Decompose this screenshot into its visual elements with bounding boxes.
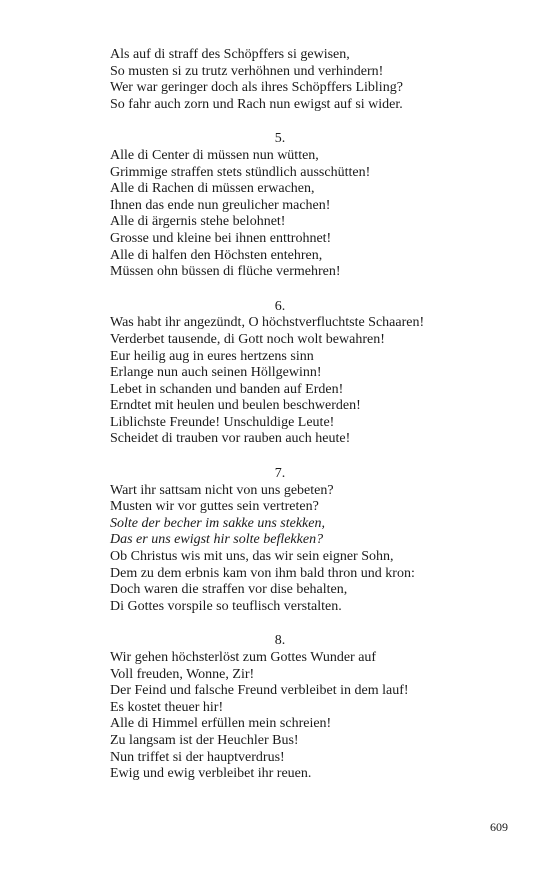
poem-line: Alle di Rachen di müssen erwachen,: [110, 181, 315, 197]
poem-line: Doch waren die straffen vor dise behalten,: [110, 582, 348, 598]
poem-line: Der Feind und falsche Freund verbleibet in dem lauf!: [110, 683, 409, 699]
poem-line: Lebet in schanden und banden auf Erden!: [110, 381, 344, 397]
poem-line: Eur heilig aug in eures hertzens sinn: [110, 348, 314, 364]
poem-line: Als auf di straff des Schöpffers si gewisen,: [110, 47, 350, 62]
poem-line: Ihnen das ende nun greulicher machen!: [110, 197, 331, 213]
poem-line: Zu langsam ist der Heuchler Bus!: [110, 732, 299, 748]
page-number: 609: [490, 820, 508, 834]
stanza-number: 5.: [274, 131, 286, 147]
poem-line: Verderbet tausende, di Gott noch wolt bewahren!: [110, 331, 385, 347]
poem-line: Erndtet mit heulen und beulen beschwerden!: [110, 398, 361, 414]
stanza-number: 8.: [274, 633, 286, 649]
poem-line: Alle di ärgernis stehe belohnet!: [110, 214, 286, 230]
poem-line: Alle di Himmel erfüllen mein schreien!: [110, 716, 332, 732]
poem-line: Alle di halfen den Höchsten entehren,: [110, 247, 323, 263]
stanza-continued: [110, 47, 510, 113]
poem-line: Nun triffet si der hauptverdrus!: [110, 749, 285, 765]
stanza-number: 7.: [274, 466, 286, 482]
poem-line: Voll freuden, Wonne, Zir!: [110, 666, 255, 682]
poem-line: Dem zu dem erbnis kam von ihm bald thron und kron:: [110, 565, 415, 581]
stanza-5: [110, 131, 510, 280]
poem-line: Di Gottes vorspile so teuflisch verstalten.: [110, 598, 342, 614]
poem-page: [110, 47, 510, 801]
poem-line-italic: Das er uns ewigst hir solte beflekken?: [110, 532, 324, 548]
poem-line: Wart ihr sattsam nicht von uns gebeten?: [110, 482, 334, 498]
poem-line: Was habt ihr angezündt, O höchstverfluchtste Schaaren!: [110, 315, 425, 331]
poem-line: Grosse und kleine bei ihnen enttrohnet!: [110, 230, 332, 246]
poem-line: Wer war geringer doch als ihres Schöpffers Libling?: [110, 80, 403, 96]
stanza-8: [110, 633, 510, 782]
poem-line: Ob Christus wis mit uns, das wir sein eigner Sohn,: [110, 549, 394, 565]
poem-line-italic: Solte der becher im sakke uns stekken,: [110, 515, 325, 531]
poem-line: So musten si zu trutz verhöhnen und verhindern!: [110, 63, 384, 79]
poem-line: Scheidet di trauben vor rauben auch heute!: [110, 431, 351, 447]
poem-line: So fahr auch zorn und Rach nun ewigst auf si wider.: [110, 96, 403, 112]
stanza-7: [110, 466, 510, 615]
poem-line: Grimmige straffen stets stündlich ausschütten!: [110, 164, 371, 180]
poem-line: Müssen ohn büssen di flüche vermehren!: [110, 264, 341, 280]
poem-line: Liblichste Freunde! Unschuldige Leute!: [110, 414, 335, 430]
poem-line: Musten wir vor guttes sein vertreten?: [110, 499, 319, 515]
poem-line: Ewig und ewig verbleibet ihr reuen.: [110, 766, 312, 782]
stanza-number: 6.: [274, 298, 286, 314]
poem-line: Wir gehen höchsterlöst zum Gottes Wunder auf: [110, 650, 377, 665]
poem-line: Erlange nun auch seinen Höllgewinn!: [110, 365, 322, 381]
poem-line: Alle di Center di müssen nun wütten,: [110, 147, 319, 163]
poem-line: Es kostet theuer hir!: [110, 699, 224, 715]
stanza-6: [110, 299, 510, 448]
